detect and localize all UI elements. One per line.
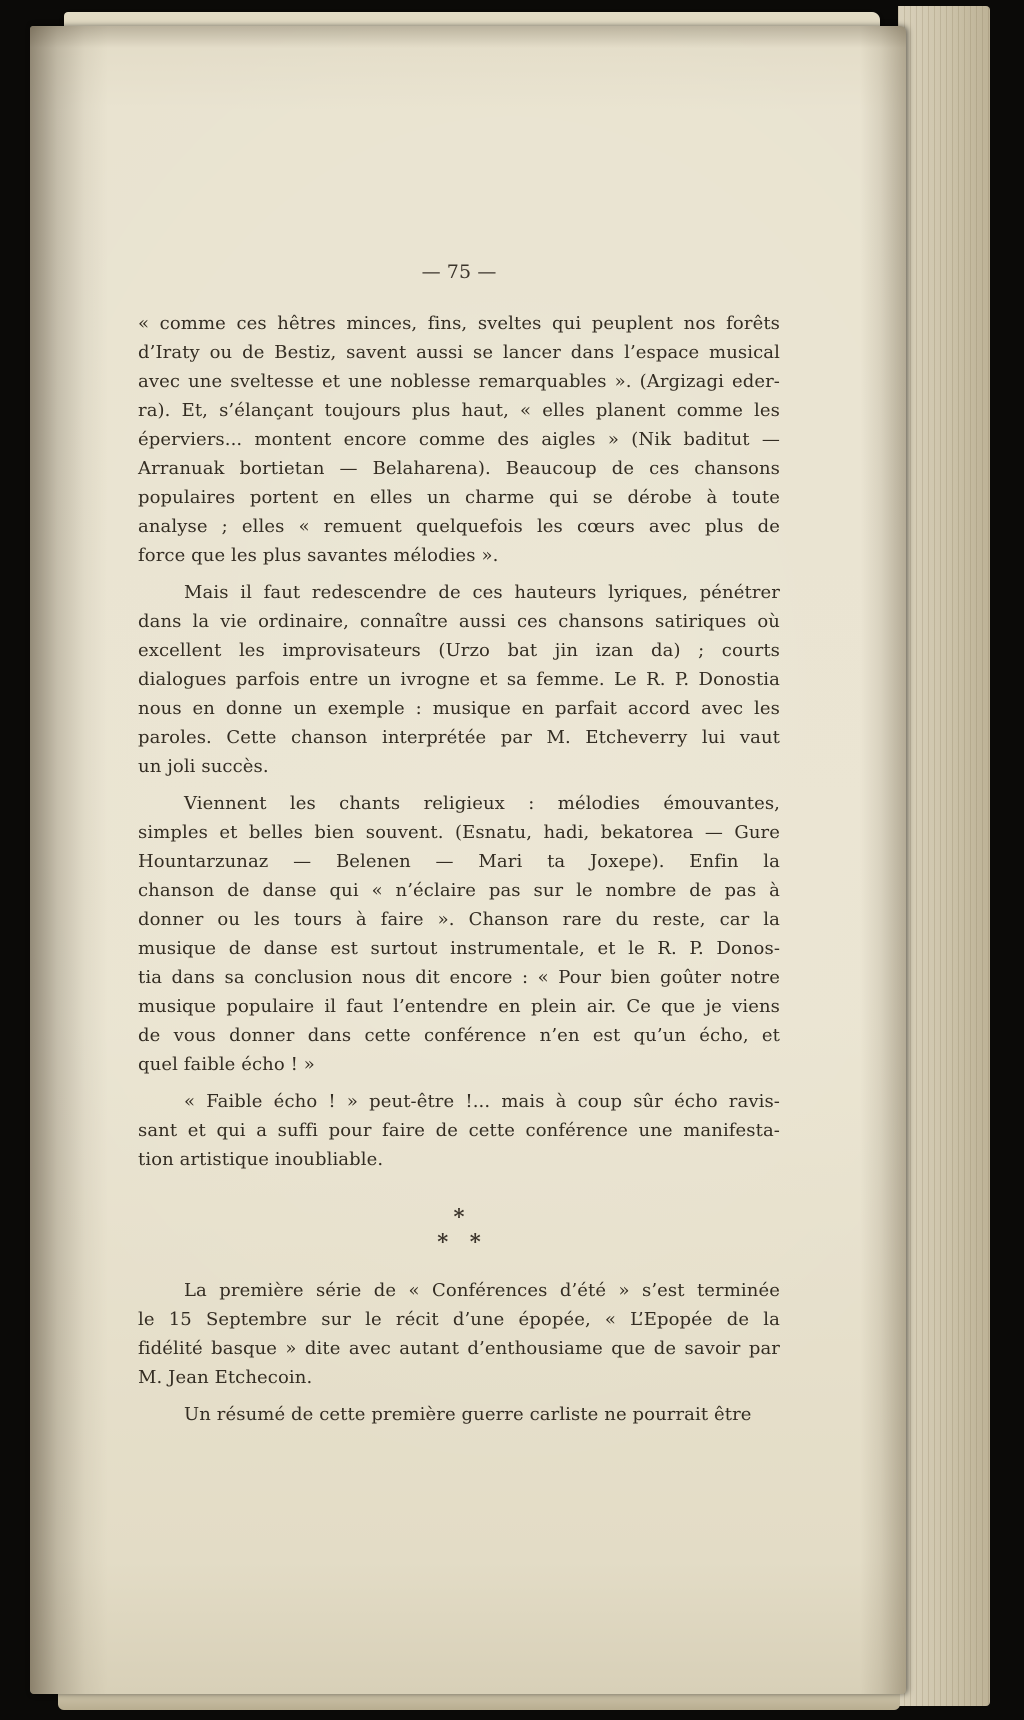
- scan-page: [30, 26, 906, 1694]
- text-line: un joli succès.: [138, 756, 269, 777]
- text-line: tion artistique inoubliable.: [138, 1149, 384, 1170]
- paragraph: [138, 1400, 780, 1429]
- text-line: le 15 Septembre sur le récit d’une épopée, « L’Epopée de la: [138, 1309, 780, 1330]
- text-line: musique de danse est surtout instrumentale, et le R. P. Donos-: [138, 938, 780, 959]
- text-line: « comme ces hêtres minces, fins, sveltes qui peuplent nos forêts: [138, 313, 780, 334]
- text-line: Hountarzunaz — Belenen — Mari ta Joxepe). Enfin la: [138, 851, 780, 872]
- text-line: sant et qui a suffi pour faire de cette conférence une manifesta-: [138, 1120, 780, 1141]
- text-line: éperviers... montent encore comme des aigles » (Nik baditut —: [138, 429, 780, 450]
- text-line: avec une sveltesse et une noblesse remarquables ». (Argizagi eder-: [138, 371, 780, 392]
- page-top-shadow: [30, 26, 906, 48]
- text-line: tia dans sa conclusion nous dit encore : « Pour bien goûter notre: [138, 967, 780, 988]
- text-line: dans la vie ordinaire, connaître aussi ces chansons satiriques où: [138, 611, 780, 632]
- separator-row: * *: [437, 1229, 481, 1254]
- text-line: « Faible écho ! » peut-être !... mais à coup sûr écho ravis-: [184, 1091, 780, 1112]
- paragraph: [138, 309, 780, 570]
- text-line: nous en donne un exemple : musique en parfait accord avec les: [138, 698, 780, 719]
- text-column: [138, 258, 780, 1437]
- text-line: analyse ; elles « remuent quelquefois les cœurs avec plus de: [138, 516, 780, 537]
- text-blocks: [138, 309, 780, 1429]
- text-line: d’Iraty ou de Bestiz, savent aussi se lancer dans l’espace musical: [138, 342, 780, 363]
- text-line: La première série de « Conférences d’été » s’est terminée: [184, 1280, 780, 1301]
- text-line: Mais il faut redescendre de ces hauteurs lyriques, pénétrer: [184, 582, 780, 603]
- text-line: fidélité basque » dite avec autant d’enthousiame que de savoir par: [138, 1338, 780, 1359]
- page-stack-edge: [898, 6, 990, 1706]
- text-line: Viennent les chants religieux : mélodies émouvantes,: [184, 793, 780, 814]
- text-line: simples et belles bien souvent. (Esnatu, hadi, bekatorea — Gure: [138, 822, 780, 843]
- text-line: Un résumé de cette première guerre carliste ne pourrait être: [184, 1404, 752, 1425]
- text-line: musique populaire il faut l’entendre en plein air. Ce que je viens: [138, 996, 780, 1017]
- separator-row: *: [453, 1204, 465, 1229]
- text-line: M. Jean Etchecoin.: [138, 1367, 313, 1388]
- paragraph: [138, 1087, 780, 1174]
- text-line: dialogues parfois entre un ivrogne et sa femme. Le R. P. Donostia: [138, 669, 780, 690]
- text-line: quel faible écho ! »: [138, 1054, 315, 1075]
- binding-shadow-overlay: [30, 26, 108, 1694]
- page-edge-right-shadow: [860, 26, 906, 1694]
- text-line: force que les plus savantes mélodies ».: [138, 545, 499, 566]
- text-line: chanson de danse qui « n’éclaire pas sur le nombre de pas à: [138, 880, 780, 901]
- text-line: donner ou les tours à faire ». Chanson rare du reste, car la: [138, 909, 780, 930]
- text-line: de vous donner dans cette conférence n’en est qu’un écho, et: [138, 1025, 780, 1046]
- text-line: excellent les improvisateurs (Urzo bat jin izan da) ; courts: [138, 640, 780, 661]
- paragraph: [138, 578, 780, 781]
- text-line: populaires portent en elles un charme qui se dérobe à toute: [138, 487, 780, 508]
- text-line: ra). Et, s’élançant toujours plus haut, « elles planent comme les: [138, 400, 780, 421]
- paragraph: [138, 789, 780, 1079]
- text-line: Arranuak bortietan — Belaharena). Beaucoup de ces chansons: [138, 458, 780, 479]
- text-line: paroles. Cette chanson interprétée par M. Etcheverry lui vaut: [138, 727, 780, 748]
- paragraph: [138, 1276, 780, 1392]
- asterisk-separator: [138, 1204, 780, 1254]
- page-number: — 75 —: [421, 261, 497, 283]
